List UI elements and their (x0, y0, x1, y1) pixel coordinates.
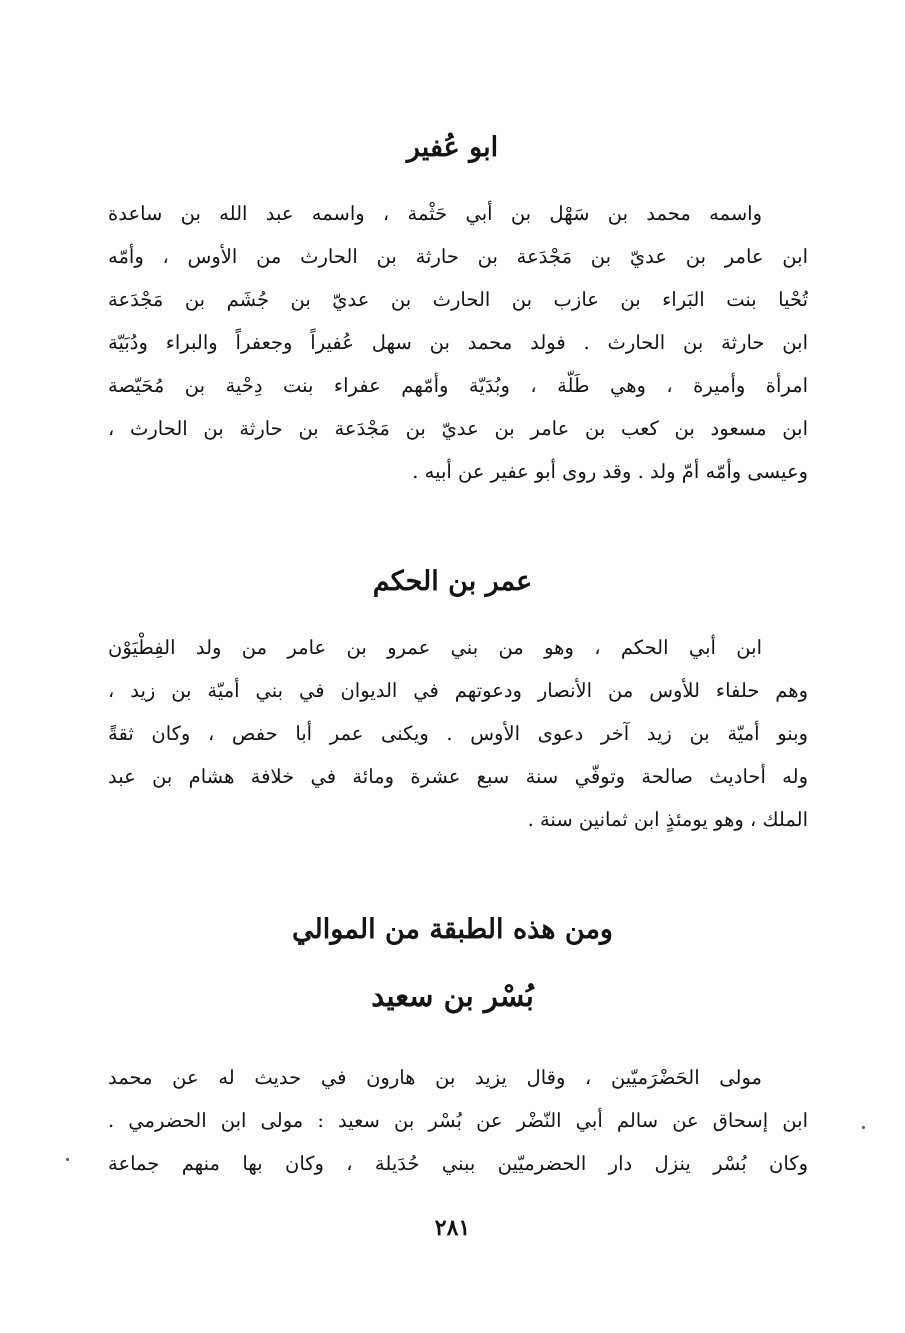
paragraph-line: مولى الحَضْرَميّين ، وقال يزيد بن هارون في حديث له عن محمد (108, 1066, 762, 1089)
paragraph-line: ابن مسعود بن كعب بن عامر بن عديّ بن مَجْدَعة بن حارثة بن الحارث ، (108, 417, 808, 440)
scan-speck (862, 1126, 865, 1129)
paragraph-line: الملك ، وهو يومئذٍ ابن ثمانين سنة . (527, 808, 808, 831)
scan-speck (66, 1158, 69, 1161)
paragraph-line: واسمه محمد بن سَهْل بن أبي حَثْمة ، واسمه عبد الله بن ساعدة (108, 202, 762, 225)
section-title-bishr-ibn-said: بُسْر بن سعيد (371, 979, 534, 1013)
paragraph-line: وبنو أميّة بن زيد آخر دعوى الأوس . ويكنى عمر أبا حفص ، وكان ثقةً (108, 722, 808, 745)
paragraph-line: ابن إسحاق عن سالم أبي النّضْر عن بُسْر بن سعيد : مولى ابن الحضرمي . (108, 1109, 808, 1132)
section-paragraph-bishr-ibn-said (108, 1056, 808, 1185)
paragraph-line: وله أحاديث صالحة وتوفّي سنة سبع عشرة ومائة في خلافة هشام بن عبد (108, 765, 808, 788)
page-number: ٢٨١ (434, 1215, 471, 1241)
paragraph-line: وعيسى وأمّه أمّ ولد . وقد روى أبو عفير عن أبيه . (412, 460, 808, 483)
paragraph-line: ابن عامر بن عديّ بن مَجْدَعة بن حارثة بن الحارث من الأوس ، وأمّه (108, 245, 808, 268)
paragraph-line: تُحْيا بنت البَراء بن عازب بن الحارث بن عديّ بن جُشَم بن مَجْدَعة (108, 288, 808, 311)
section-title-abu-ufayr: ابو عُفير (406, 132, 499, 163)
paragraph-line: ابن أبي الحكم ، وهو من بني عمرو بن عامر من ولد الفِطْيَوْن (108, 636, 762, 659)
paragraph-line: وهم حلفاء للأوس من الأنصار ودعوتهم في الديوان في بني أميّة بن زيد ، (108, 679, 808, 702)
section-title-umar-ibn-al-hakam: عمر بن الحكم (372, 566, 533, 597)
section-paragraph-abu-ufayr (108, 192, 808, 493)
paragraph-line: امرأة وأميرة ، وهي طَلّة ، وبُدَيّة وأمّهم عفراء بنت دِحْية بن مُحَيّصة (108, 374, 808, 397)
group-heading-mawali: ومن هذه الطبقة من الموالي (292, 914, 613, 945)
paragraph-line: وكان بُسْر ينزل دار الحضرميّين ببني حُدَيلة ، وكان بها منهم جماعة (108, 1152, 808, 1175)
section-paragraph-umar-ibn-al-hakam (108, 626, 808, 841)
paragraph-line: ابن حارثة بن الحارث . فولد محمد بن سهل عُفيراً وجعفراً والبراء ودُبَيّة (108, 331, 808, 354)
